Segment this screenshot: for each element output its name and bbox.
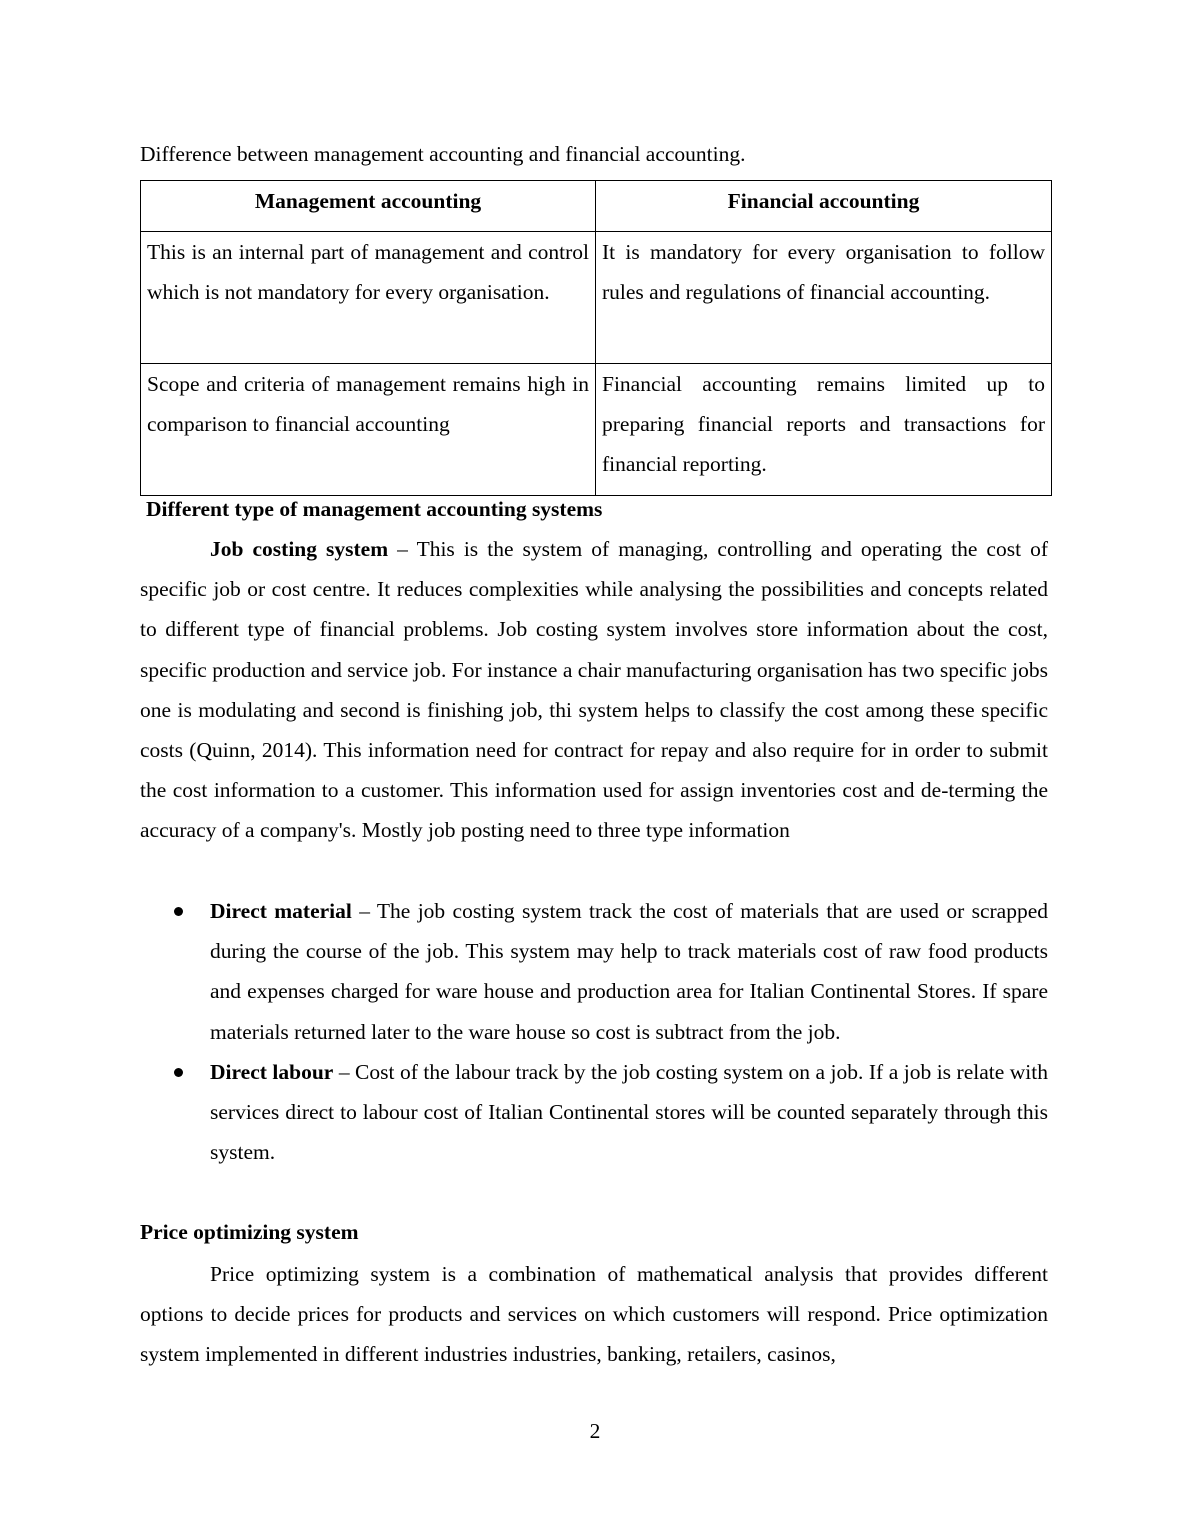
bullet-text: – Cost of the labour track by the job costing system on a job. If a job is relate with services direct to labour cost of Italian Continental stores will be counted separately through this system.: [210, 1059, 1048, 1165]
job-costing-term: Job costing system: [210, 537, 389, 561]
comparison-table: [140, 180, 1052, 496]
section-heading-price: Price optimizing system: [140, 1220, 359, 1244]
bullet-term: Direct material: [210, 899, 352, 923]
bullet-icon: [174, 907, 183, 916]
table-cell: Scope and criteria of management remains high in comparison to financial accounting: [141, 364, 596, 496]
table-header-management: Management accounting: [141, 181, 596, 232]
section-heading-types: Different type of management accounting systems: [146, 497, 603, 521]
table-row: [141, 364, 1052, 496]
table-cell: This is an internal part of management and control which is not mandatory for every organisation.: [141, 232, 596, 364]
table-row: [141, 232, 1052, 364]
bullet-text: – The job costing system track the cost of materials that are used or scrapped during the course of the job. This system may help to track materials cost of raw food products and expenses charged for ware house and production area for Italian Continental Stores. If spare materials returned later to the ware house so cost is subtract from the job.: [210, 899, 1048, 1044]
job-costing-paragraph: [140, 529, 1048, 851]
table-header-row: [141, 181, 1052, 232]
intro-text: Difference between management accounting and financial accounting.: [140, 142, 746, 166]
table-header-financial: Financial accounting: [596, 181, 1052, 232]
table-cell: It is mandatory for every organisation to follow rules and regulations of financial accounting.: [596, 232, 1052, 364]
bullet-term: Direct labour: [210, 1059, 334, 1084]
list-item: [140, 1052, 1048, 1173]
price-paragraph: [140, 1254, 1048, 1375]
bullet-list: [140, 891, 1048, 1172]
table-cell: Financial accounting remains limited up to preparing financial reports and transactions for financial reporting.: [596, 364, 1052, 496]
list-item: [140, 891, 1048, 1052]
price-text: Price optimizing system is a combination of mathematical analysis that provides different options to decide prices for products and services on which customers will respond. Price optimization system implemented in different industries industries, banking, retailers, casinos,: [140, 1262, 1048, 1367]
page-number: 2: [589, 1419, 601, 1443]
bullet-icon: [174, 1068, 183, 1077]
job-costing-text: – This is the system of managing, controlling and operating the cost of specific job or cost centre. It reduces complexities while analysing the possibilities and concepts related to different type of financial problems. Job costing system involves store information about the cost, specific production and service job. For instance a chair manufacturing organisation has two specific jobs one is modulating and second is finishing job, thi system helps to classify the cost among these specific costs (Quinn, 2014). This information need for contract for repay and also require for in order to submit the cost information to a customer. This information used for assign inventories cost and de-terming the accuracy of a company's. Mostly job posting need to three type information: [140, 537, 1048, 843]
